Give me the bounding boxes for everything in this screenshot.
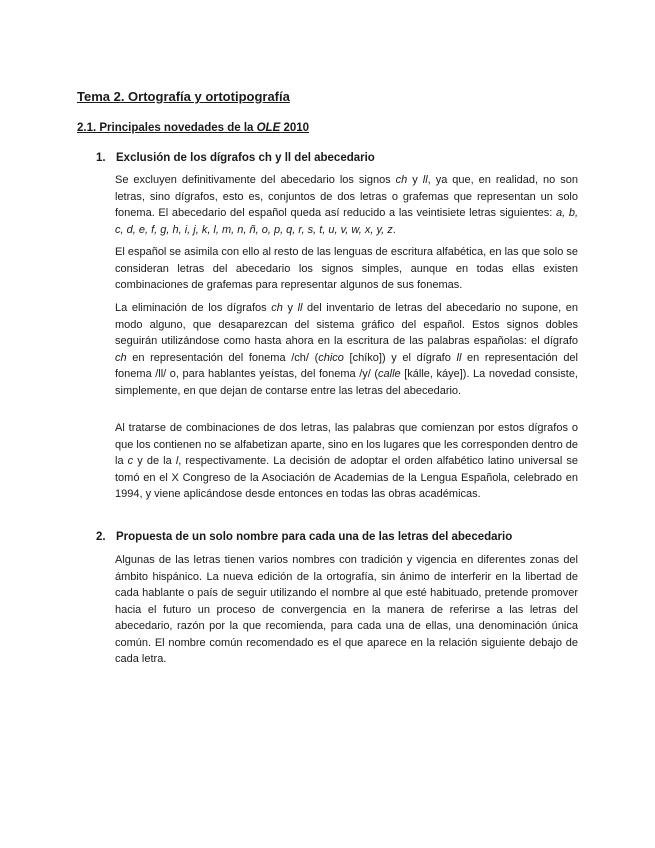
paragraph-1: Se excluyen definitivamente del abecedario los signos ch y ll, ya que, en realidad, no son letras, sino dígrafos, esto es, conjuntos de dos letras o grafemas que representan un solo fonema. El abecedario del español queda así reducido a las veintisiete letras siguientes: a, b, c, d, e, f, g, h, i, j, k, l, m, n, ñ, o, p, q, r, s, t, u, v, w, x, y, z. <box>115 174 579 236</box>
paragraph-3: La eliminación de los dígrafos ch y ll del inventario de letras del abecedario no supone, en modo alguno, que desaparezcan del sistema gráfico del español. Estos signos dobles seguirán utilizándose como hasta ahora en la escritura de las palabras españolas: el dígrafo ch en representación del fonema /ch/ (chico [chíko]) y el dígrafo ll en representación del fonema /ll/ o, para hablantes yeístas, del fonema /y/ (calle [kálle, káye]). La novedad consiste, simplemente, en que dejan de contarse entre las letras del abecedario. <box>115 302 578 397</box>
paragraph-5: Algunas de las letras tienen varios nombres con tradición y vigencia en diferentes zonas del ámbito hispánico. La nueva edición de la ortografía, sin ánimo de interferir en la libertad de cada hablante o país de seguir utilizando el nombre al que esté habituado, pretende promover hacia el futuro un proceso de convergencia en la manera de referirse a las letras del abecedario, razón por la que recomienda, para cada una de ellas, una denominación única común. El nombre común recomendado es el que aparece en la relación siguiente debajo de cada letra. <box>115 554 578 665</box>
subtitle-year: 2010 <box>280 122 310 134</box>
section-subtitle <box>77 121 309 135</box>
paragraph-4: Al tratarse de combinaciones de dos letras, las palabras que comienzan por estos dígrafos o que los contienen no se alfabetizan aparte, sino en los lugares que les corresponden dentro de la c y de la l, respectivamente. La decisión de adoptar el orden alfabético latino universal se tomó en el X Congreso de la Asociación de Academias de la Lengua Española, celebrado en 1994, y viene aplicándose desde entonces en todas las obras académicas. <box>115 422 578 500</box>
section-title: Propuesta de un solo nombre para cada una de las letras del abecedario <box>116 531 513 543</box>
section-heading-1 <box>96 151 375 165</box>
section-title: Exclusión de los dígrafos ch y ll del abecedario <box>116 152 375 164</box>
section-heading-2 <box>96 530 512 544</box>
page-title: Tema 2. Ortografía y ortotipografía <box>77 89 290 104</box>
section-number: 2. <box>96 531 106 543</box>
subtitle-italic: OLE <box>256 122 281 134</box>
paragraph-2: El español se asimila con ello al resto de las lenguas de escritura alfabética, en las que solo se consideran letras del abecedario los signos simples, aunque en todas ellas existen combinaciones de grafemas para representar algunos de sus fonemas. <box>115 246 578 291</box>
section-number: 1. <box>96 152 106 164</box>
subtitle-text: 2.1. Principales novedades de la <box>77 122 257 134</box>
